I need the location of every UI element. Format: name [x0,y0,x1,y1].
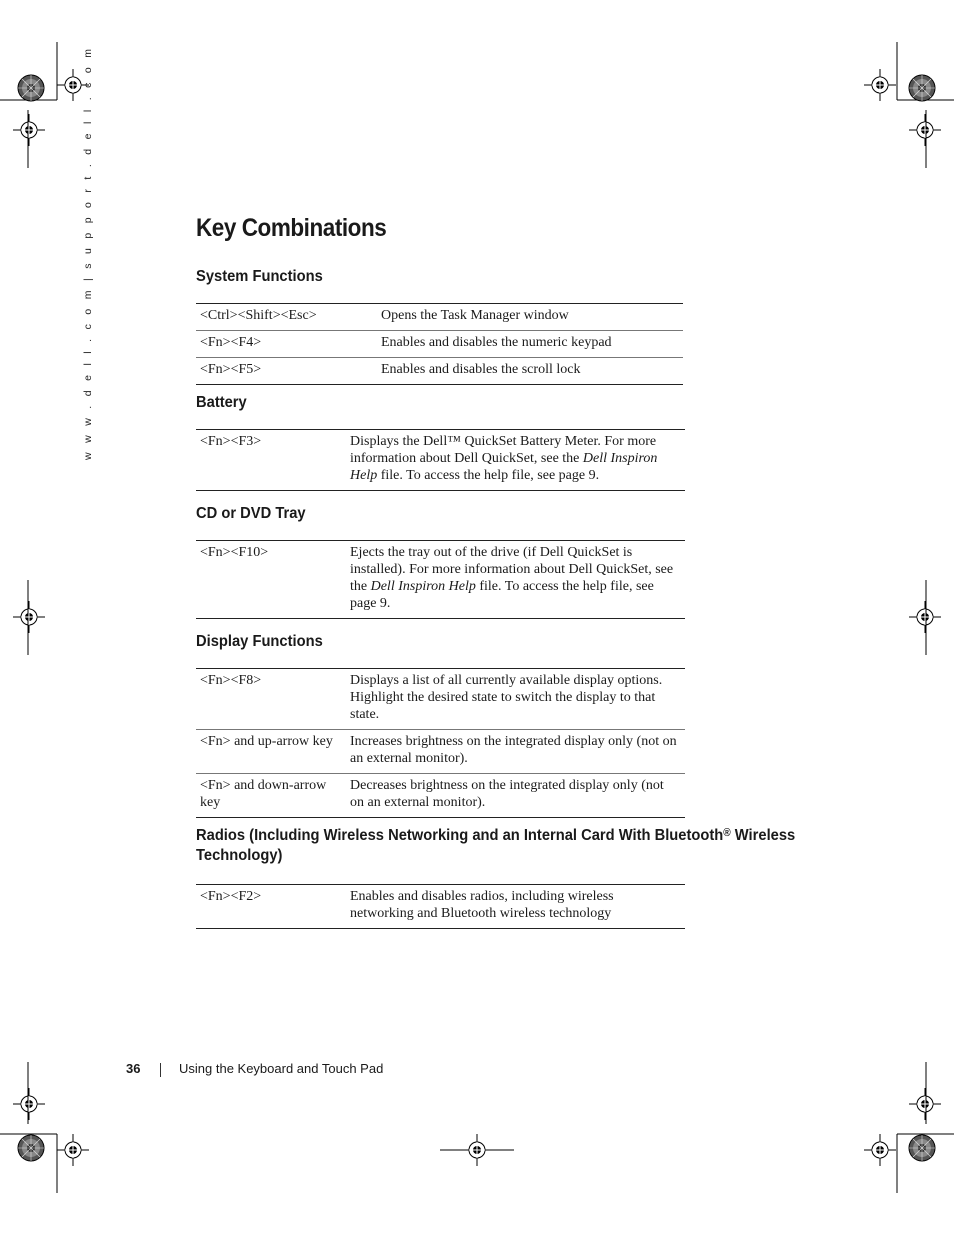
key-cell: <Fn><F4> [196,331,377,358]
key-cell: <Fn><F2> [196,885,346,929]
key-cell: <Ctrl><Shift><Esc> [196,304,377,331]
section-heading-system-functions: System Functions [196,268,323,285]
section-heading-radios: Radios (Including Wireless Networking and an Internal Card With Bluetooth® Wireless Technology) [196,827,796,864]
table-row [196,304,683,331]
footer-divider [160,1063,161,1077]
table-row [196,885,685,929]
desc-cell: Displays a list of all currently available display options. Highlight the desired state to switch the display to that state. [346,669,685,730]
key-cell: <Fn><F5> [196,358,377,385]
table-row [196,331,683,358]
task-manager-term: Task Manager [440,308,521,323]
desc-cell: Displays the Dell™ QuickSet Battery Meter. For more information about Dell QuickSet, see the Dell Inspiron Help file. To access the help file, see page 9. [346,430,685,491]
registered-mark: ® [723,827,731,839]
desc-cell: Increases brightness on the integrated display only (not on an external monitor). [346,730,685,774]
table-row [196,430,685,491]
table-row [196,774,685,818]
table-system-functions [196,303,683,385]
table-radios [196,884,685,929]
page-number: 36 [126,1061,141,1076]
key-cell: <Fn><F8> [196,669,346,730]
desc-cell: Enables and disables radios, including wireless networking and Bluetooth wireless technology [346,885,685,929]
key-cell: <Fn><F10> [196,541,346,619]
chapter-title: Using the Keyboard and Touch Pad [179,1061,384,1076]
table-battery [196,429,685,491]
table-row [196,541,685,619]
section-heading-cd-dvd-tray: CD or DVD Tray [196,505,306,522]
section-heading-battery: Battery [196,394,247,411]
table-display-functions [196,668,685,818]
table-row [196,358,683,385]
desc-cell: Enables and disables the numeric keypad [377,331,683,358]
section-heading-display-functions: Display Functions [196,633,323,650]
desc-cell: Decreases brightness on the integrated display only (not on an external monitor). [346,774,685,818]
key-cell: <Fn> and up-arrow key [196,730,346,774]
help-file-name: Dell Inspiron Help [370,579,476,594]
key-cell: <Fn> and down-arrow key [196,774,346,818]
desc-cell: Opens the Task Manager window [377,304,683,331]
sidebar-url: w w w . d e l l . c o m | s u p p o r t . d e l l . c o m [82,45,94,460]
desc-cell: Ejects the tray out of the drive (if Dell QuickSet is installed). For more information about Dell QuickSet, see the Dell Inspiron Help file. To access the help file, see page 9. [346,541,685,619]
desc-cell: Enables and disables the scroll lock [377,358,683,385]
table-cd-dvd-tray [196,540,685,619]
help-file-name: Dell Inspiron Help [350,451,658,483]
table-row [196,730,685,774]
table-row [196,669,685,730]
page-title: Key Combinations [196,214,387,242]
key-cell: <Fn><F3> [196,430,346,491]
